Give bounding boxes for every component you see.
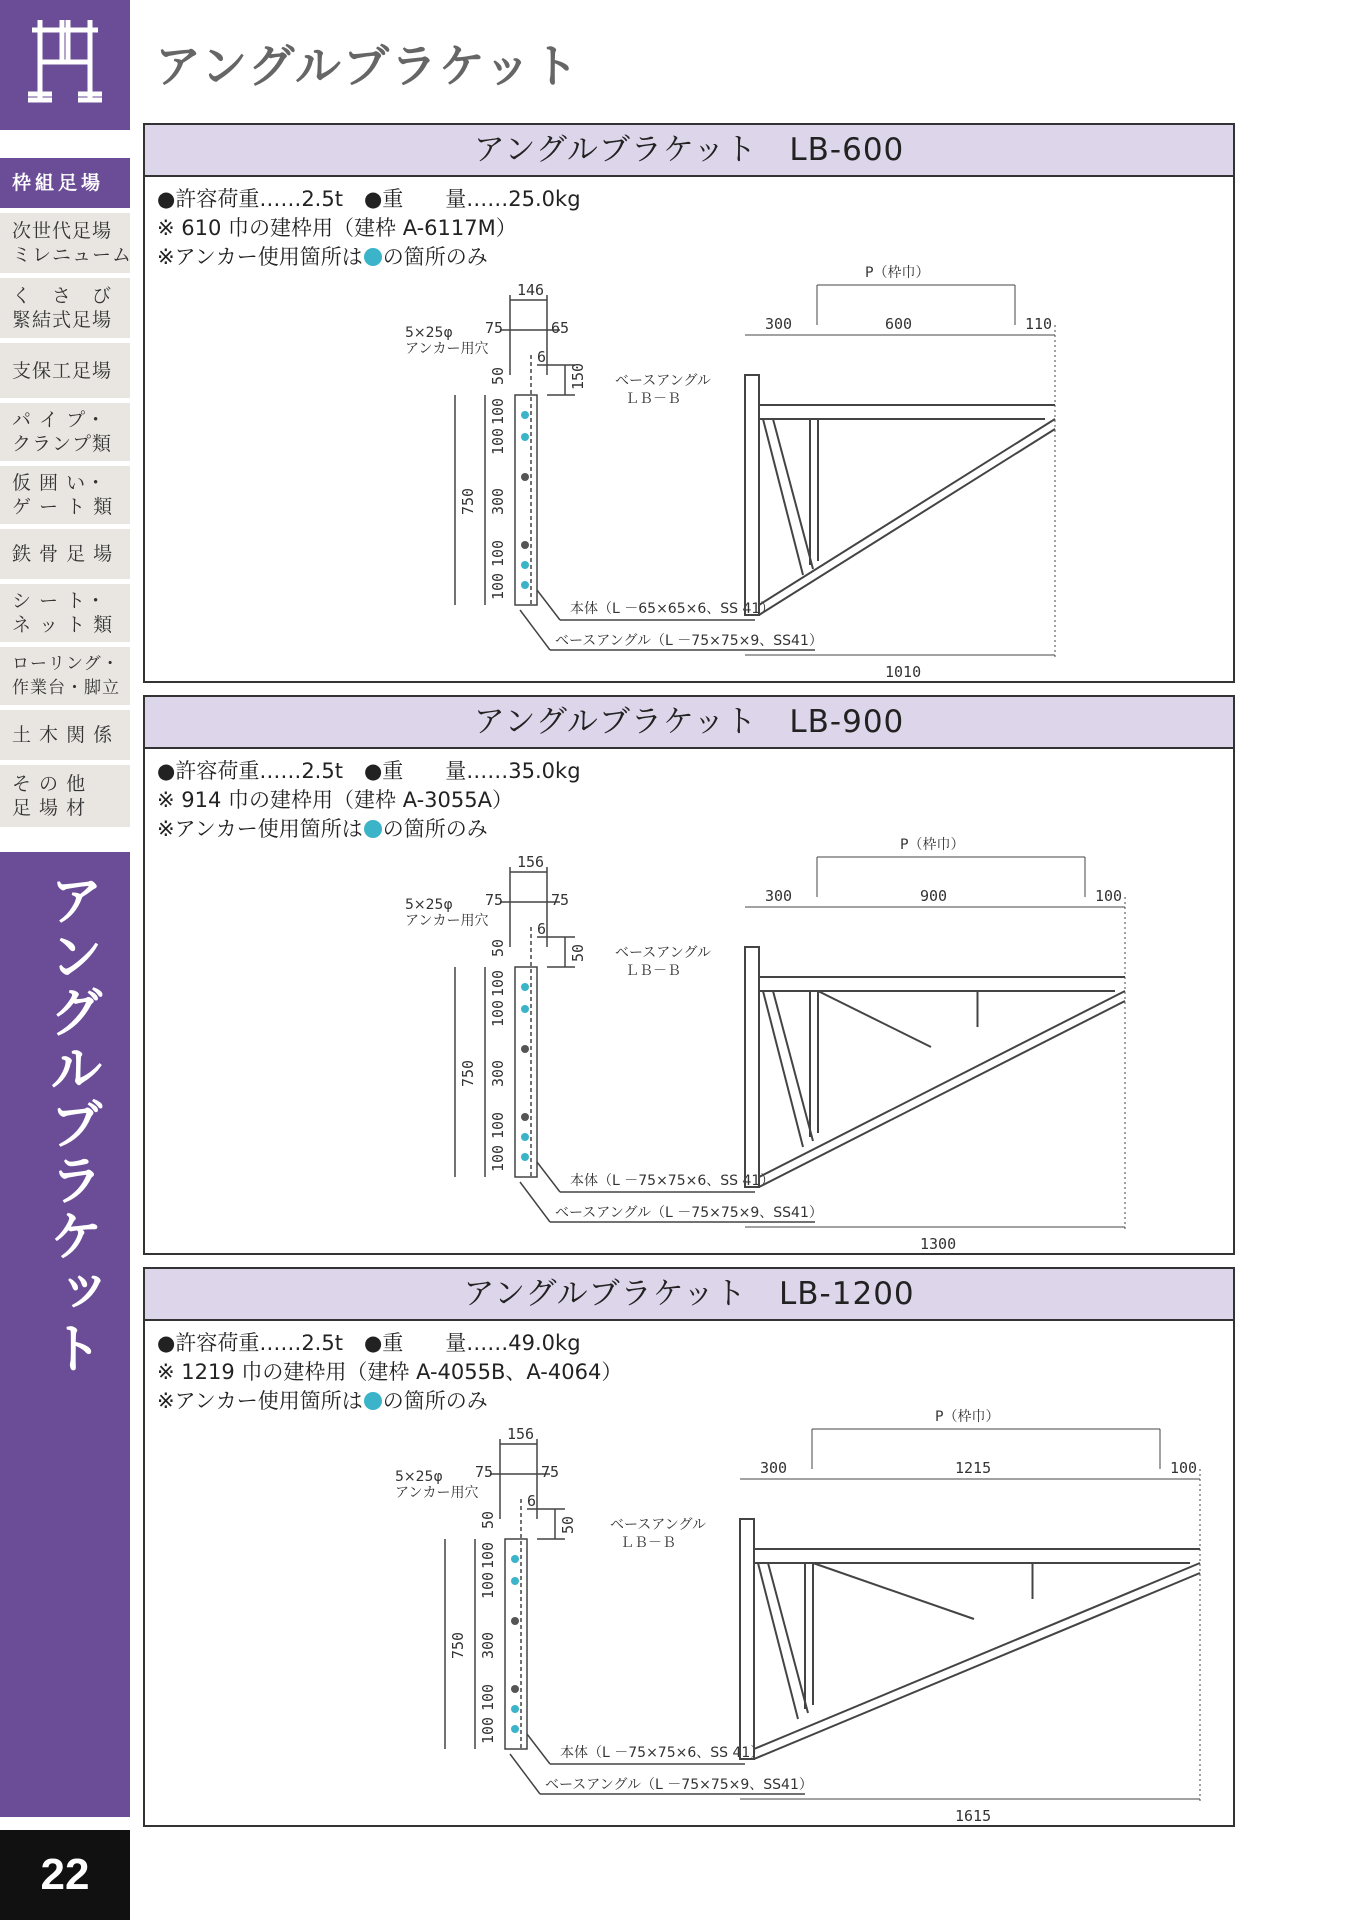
side-body-angle — [515, 395, 537, 605]
front-diagonal — [759, 991, 1125, 1177]
dim-side-thick: 6 — [537, 920, 547, 938]
anchor-hole — [521, 473, 529, 481]
dim-side-right: 75 — [551, 891, 570, 909]
dim-side-d2: 100 — [489, 999, 507, 1027]
dim-side-left: 75 — [475, 1463, 494, 1481]
side-view — [455, 867, 815, 1222]
sidebar-item-sonota[interactable] — [0, 765, 130, 827]
base-spec: ベースアングル（L －75×75×9、SS41） — [555, 633, 823, 649]
base-spec: ベースアングル（L －75×75×9、SS41） — [555, 1205, 823, 1221]
dim-side-width: 156 — [507, 1425, 535, 1443]
base-angle-label: ベースアングル — [610, 1517, 707, 1533]
anchor-hole — [521, 1153, 529, 1161]
product-section-lb900 — [143, 695, 1235, 1255]
section-title: アングルブラケット LB-1200 — [145, 1269, 1233, 1321]
anchor-hole — [511, 1685, 519, 1693]
spec-frame-note: ※ 610 巾の建枠用（建枠 A-6117M） — [157, 216, 517, 240]
dim-side-top: 50 — [489, 366, 507, 385]
dim-side-step: 50 — [569, 943, 587, 962]
dim-side-top: 50 — [489, 938, 507, 957]
front-diagonal — [754, 1563, 1200, 1749]
dim-side-top: 50 — [479, 1510, 497, 1529]
bracket-drawing — [145, 697, 1233, 1253]
dim-side-d2: 100 — [489, 427, 507, 455]
dim-front-c: 110 — [1025, 315, 1053, 333]
sidebar-item-waku[interactable] — [0, 158, 130, 208]
hole-label: アンカー用穴 — [395, 1485, 479, 1501]
base-angle-label: ベースアングル — [615, 945, 712, 961]
dim-front-c: 100 — [1095, 887, 1123, 905]
side-body-angle — [515, 967, 537, 1177]
front-base-angle — [740, 1519, 754, 1759]
sidebar-item-shihoko[interactable] — [0, 343, 130, 398]
dim-side-mid: 300 — [489, 487, 507, 515]
sidebar-item-label: シ ー ト・ ネ ッ ト 類 — [12, 590, 114, 636]
front-view — [745, 947, 1125, 1187]
hole-label: アンカー用穴 — [405, 341, 489, 357]
anchor-hole — [521, 1045, 529, 1053]
vertical-title: アングルブラケット — [41, 872, 104, 1376]
sidebar-item-pipe[interactable] — [0, 403, 130, 461]
front-dimensions — [745, 285, 1055, 660]
base-spec: ベースアングル（L －75×75×9、SS41） — [545, 1777, 813, 1793]
sidebar-item-label: 次世代足場 ミレニューム — [12, 220, 133, 266]
anchor-hole — [521, 1113, 529, 1121]
anchor-note-pre: ※アンカー使用箇所は — [157, 817, 363, 841]
body-spec: 本体（L －75×75×6、SS 41） — [570, 1173, 775, 1189]
dim-front-b: 900 — [920, 887, 948, 905]
sidebar-item-label: そ の 他 足 場 材 — [12, 773, 87, 819]
dim-side-thick: 6 — [527, 1492, 537, 1510]
dim-side-d3: 100 — [489, 539, 507, 567]
dim-side-d1: 100 — [489, 397, 507, 425]
body-spec: 本体（L －75×75×6、SS 41） — [560, 1745, 765, 1761]
section-title: アングルブラケット LB-600 — [145, 125, 1233, 177]
spec-load-weight: ●許容荷重……2.5t ●重 量……35.0kg — [157, 759, 581, 783]
dim-p-label: P（枠巾） — [935, 1409, 1000, 1425]
dim-side-left: 75 — [485, 891, 504, 909]
section-title: アングルブラケット LB-900 — [145, 697, 1233, 749]
front-dimensions — [740, 1429, 1200, 1804]
spec-frame-note: ※ 1219 巾の建枠用（建枠 A-4055B、A-4064） — [157, 1360, 623, 1384]
base-angle-code: ＬＢ－Ｂ — [625, 391, 681, 407]
anchor-note-pre: ※アンカー使用箇所は — [157, 245, 363, 269]
vertical-title-band — [0, 852, 130, 1817]
dim-front-total: 1615 — [955, 1807, 992, 1825]
dim-side-step: 150 — [569, 362, 587, 390]
product-section-lb600 — [143, 123, 1235, 683]
base-angle-code: ＬＢ－Ｂ — [625, 963, 681, 979]
anchor-hole — [511, 1577, 519, 1585]
dim-side-right: 65 — [551, 319, 570, 337]
dim-side-width: 146 — [517, 281, 545, 299]
dim-side-d4: 100 — [489, 572, 507, 600]
dim-p-label: P（枠巾） — [900, 837, 965, 853]
dim-side-height: 750 — [459, 1059, 477, 1087]
dim-front-b: 1215 — [955, 1459, 992, 1477]
sidebar-item-label: く さ び 緊結式足場 — [12, 285, 113, 331]
dim-side-d4: 100 — [479, 1716, 497, 1744]
hole-size: 5×25φ — [405, 325, 453, 341]
dim-front-c: 100 — [1170, 1459, 1198, 1477]
dim-front-total: 1300 — [920, 1235, 957, 1253]
sidebar-item-label: ローリング・ 作業台・脚立 — [12, 654, 120, 698]
spec-load-weight: ●許容荷重……2.5t ●重 量……49.0kg — [157, 1331, 581, 1355]
dim-front-total: 1010 — [885, 663, 922, 681]
anchor-hole — [521, 581, 529, 589]
anchor-note-post: の箇所のみ — [382, 1389, 488, 1413]
anchor-note-post: の箇所のみ — [382, 817, 488, 841]
anchor-hole — [521, 541, 529, 549]
hole-size: 5×25φ — [395, 1469, 443, 1485]
base-angle-label: ベースアングル — [615, 373, 712, 389]
sidebar-item-label: 鉄 骨 足 場 — [12, 543, 114, 565]
sidebar-item-kakoi[interactable] — [0, 466, 130, 524]
anchor-hole — [521, 1133, 529, 1141]
side-view — [455, 295, 815, 650]
page-title: アングルブラケット — [155, 39, 581, 93]
dim-side-d2: 100 — [479, 1571, 497, 1599]
page-number: 22 — [0, 1830, 130, 1920]
dim-side-height: 750 — [449, 1631, 467, 1659]
anchor-hole — [511, 1617, 519, 1625]
sidebar-item-label: 土 木 関 係 — [12, 724, 114, 746]
anchor-hole — [521, 433, 529, 441]
dim-side-d1: 100 — [489, 969, 507, 997]
anchor-hole — [521, 561, 529, 569]
sidebar — [0, 0, 133, 1920]
dim-front-a: 300 — [760, 1459, 788, 1477]
side-view — [445, 1439, 805, 1794]
dim-side-thick: 6 — [537, 348, 547, 366]
sidebar-item-doboku[interactable] — [0, 710, 130, 760]
front-view — [740, 1519, 1200, 1759]
anchor-hole — [521, 983, 529, 991]
hole-size: 5×25φ — [405, 897, 453, 913]
anchor-note-post: の箇所のみ — [382, 245, 488, 269]
front-base-angle — [745, 947, 759, 1187]
sidebar-item-kusabi[interactable] — [0, 278, 130, 338]
anchor-hole — [511, 1725, 519, 1733]
dim-side-right: 75 — [541, 1463, 560, 1481]
sidebar-item-tekkotsu[interactable] — [0, 529, 130, 579]
anchor-hole — [511, 1705, 519, 1713]
sidebar-item-label: 仮 囲 い・ ゲ ー ト 類 — [12, 472, 114, 518]
anchor-hole — [521, 411, 529, 419]
sidebar-item-label: 枠組足場 — [12, 172, 105, 194]
anchor-hole — [511, 1555, 519, 1563]
product-section-lb1200 — [143, 1267, 1235, 1827]
sidebar-item-rolling[interactable] — [0, 647, 130, 705]
dim-p-label: P（枠巾） — [865, 265, 930, 281]
front-view — [745, 375, 1055, 615]
dim-side-width: 156 — [517, 853, 545, 871]
scaffold-logo-icon — [0, 0, 130, 130]
hole-label: アンカー用穴 — [405, 913, 489, 929]
dim-front-a: 300 — [765, 887, 793, 905]
dim-front-a: 300 — [765, 315, 793, 333]
dim-side-mid: 300 — [489, 1059, 507, 1087]
anchor-note-pre: ※アンカー使用箇所は — [157, 1389, 363, 1413]
bracket-drawing — [145, 1269, 1233, 1825]
dim-side-mid: 300 — [479, 1631, 497, 1659]
base-angle-code: ＬＢ－Ｂ — [620, 1535, 676, 1551]
sidebar-item-sheet[interactable] — [0, 584, 130, 642]
dim-side-height: 750 — [459, 487, 477, 515]
spec-load-weight: ●許容荷重……2.5t ●重 量……25.0kg — [157, 187, 581, 211]
body-spec: 本体（L －65×65×6、SS 41） — [570, 601, 775, 617]
dim-side-d3: 100 — [479, 1683, 497, 1711]
dim-side-d3: 100 — [489, 1111, 507, 1139]
side-body-angle — [505, 1539, 527, 1749]
dim-side-d1: 100 — [479, 1541, 497, 1569]
anchor-hole — [521, 1005, 529, 1013]
sidebar-item-label: 支保工足場 — [12, 359, 113, 382]
dim-front-b: 600 — [885, 315, 913, 333]
front-diagonal — [759, 419, 1055, 605]
sidebar-item-label: パ イ プ・ クランプ類 — [12, 409, 113, 455]
spec-frame-note: ※ 914 巾の建枠用（建枠 A-3055A） — [157, 788, 513, 812]
dim-side-left: 75 — [485, 319, 504, 337]
dim-side-step: 50 — [559, 1515, 577, 1534]
bracket-drawing — [145, 125, 1233, 681]
dim-side-d4: 100 — [489, 1144, 507, 1172]
sidebar-item-millennium[interactable] — [0, 213, 133, 273]
front-base-angle — [745, 375, 759, 615]
front-dimensions — [745, 857, 1125, 1232]
